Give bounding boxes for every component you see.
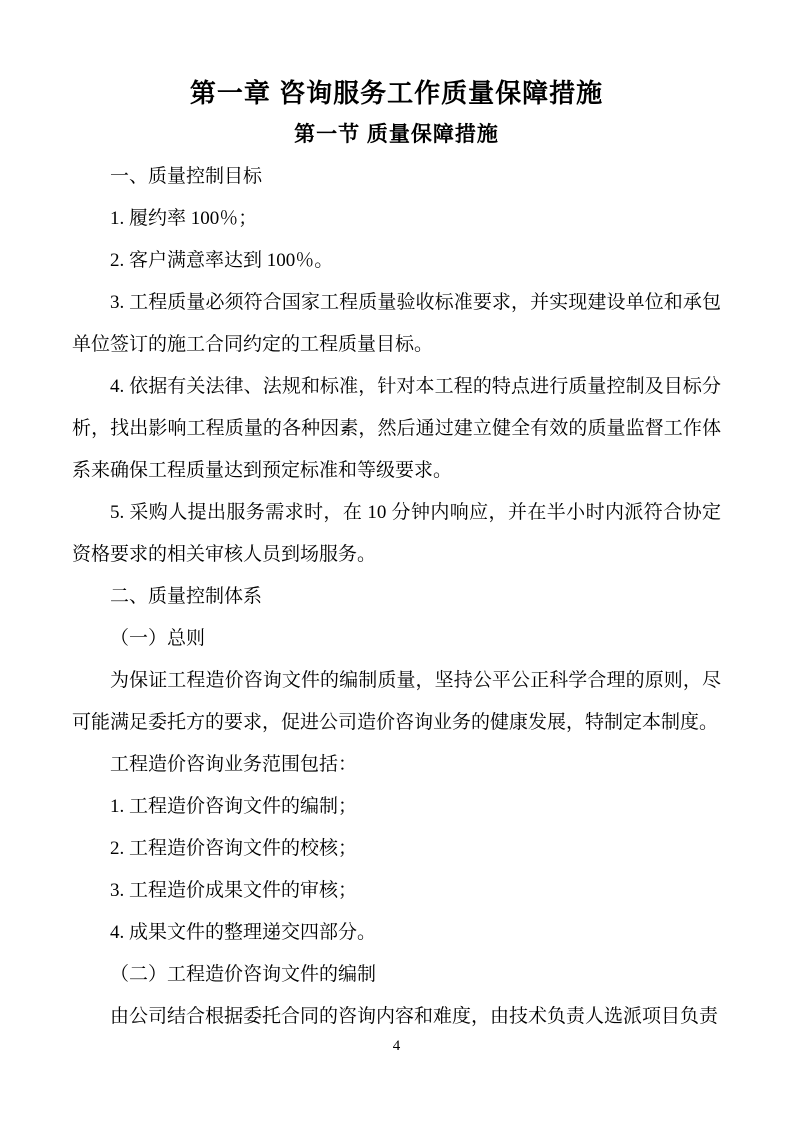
paragraph: 为保证工程造价咨询文件的编制质量，坚持公平公正科学合理的原则，尽可能满足委托方的要求，促进公司造价咨询业务的健康发展，特制定本制度。 — [72, 670, 721, 733]
document-body — [72, 156, 721, 1038]
paragraph: （一）总则 — [110, 628, 206, 649]
page-number: 4 — [392, 1038, 401, 1054]
paragraph: 1. 工程造价咨询文件的编制； — [110, 796, 358, 817]
chapter-title: 第一章 咨询服务工作质量保障措施 — [189, 78, 604, 108]
paragraph: 由公司结合根据委托合同的咨询内容和难度，由技术负责人选派项目负责 — [110, 1006, 719, 1027]
paragraph: 4. 成果文件的整理递交四部分。 — [110, 922, 377, 943]
section-title: 第一节 质量保障措施 — [294, 123, 499, 146]
paragraph: 3. 工程造价成果文件的审核； — [110, 880, 358, 901]
paragraph: 工程造价咨询业务范围包括： — [110, 754, 358, 775]
paragraph: 5. 采购人提出服务需求时，在 10 分钟内响应，并在半小时内派符合协定资格要求的相关审核人员到场服务。 — [72, 502, 721, 565]
paragraph: 二、质量控制体系 — [110, 586, 263, 607]
paragraph: 2. 客户满意率达到 100％。 — [110, 250, 334, 271]
paragraph: 3. 工程质量必须符合国家工程质量验收标准要求，并实现建设单位和承包单位签订的施工合同约定的工程质量目标。 — [72, 292, 721, 355]
paragraph: 4. 依据有关法律、法规和标准，针对本工程的特点进行质量控制及目标分析，找出影响工程质量的各种因素，然后通过建立健全有效的质量监督工作体系来确保工程质量达到预定标准和等级要求。 — [72, 376, 721, 481]
paragraph: 1. 履约率 100％； — [110, 208, 258, 229]
paragraph: 一、质量控制目标 — [110, 166, 263, 187]
paragraph: （二）工程造价咨询文件的编制 — [110, 964, 377, 985]
paragraph: 2. 工程造价咨询文件的校核； — [110, 838, 358, 859]
